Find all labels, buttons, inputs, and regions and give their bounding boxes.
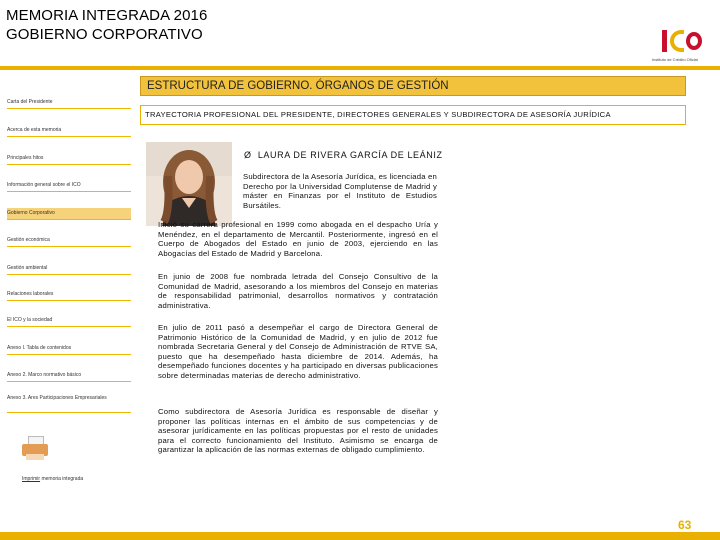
paragraph-4: Como subdirectora de Asesoría Jurídica es responsable de diseñar y proponer las políticas internas en el ámbito de sus competencias y de asesorar jurídicamente en las políticas propuestas por el resto de unidades para el correcto funcionamiento del Instituto. Asimismo se encarga de garantizar la aplicación de las normas externas de obligado cumplimiento.: [158, 407, 438, 454]
bullet-icon: Ø: [244, 150, 252, 160]
paragraph-2: En junio de 2008 fue nombrada letrada del Consejo Consultivo de la Comunidad de Madrid, asesorando a los miembros del Consejo en materias de responsabilidad patrimonial, desarrollos normativos y contratación administrativa.: [158, 272, 438, 310]
sidebar-item-anexo-1[interactable]: Anexo I. Tabla de contenidos: [7, 343, 131, 355]
paragraph-3: En julio de 2011 pasó a desempeñar el cargo de Directora General de Patrimonio Histórico de la Comunidad de Madrid, y en julio de 2012 fue nombrada Secretaria General y del Consejo de Administración de RTVE SA, puesto que ha desempeñado hasta diciembre de 2014. Además, ha desempeñado funciones docentes y ha participado en diversas publicaciones sobre determinadas materias de derecho administrativo.: [158, 323, 438, 380]
page-number: 63: [678, 518, 692, 532]
person-name-text: LAURA DE RIVERA GARCÍA DE LEÁNIZ: [257, 150, 443, 160]
section-title: ESTRUCTURA DE GOBIERNO. ÓRGANOS DE GESTIÓN: [140, 76, 686, 96]
paragraph-1: Subdirectora de la Asesoría Jurídica, es licenciada en Derecho por la Universidad Complutense de Madrid y máster en Finanzas por el Instituto de Estudios Bursátiles.: [243, 172, 437, 210]
title-line-2: GOBIERNO CORPORATIVO: [6, 26, 203, 43]
ico-logo: [650, 24, 710, 64]
sidebar-item-info-ico[interactable]: Información general sobre el ICO: [7, 180, 131, 192]
sidebar-item-carta[interactable]: Carta del Presidente: [7, 97, 131, 109]
person-name: [244, 150, 443, 160]
document-title: [6, 6, 207, 44]
sidebar-item-gestion-economica[interactable]: Gestión económica: [7, 235, 131, 247]
logo-subtitle: Instituto de Crédito Oficial: [652, 57, 698, 62]
header-divider: [0, 66, 720, 70]
sidebar-item-acerca[interactable]: Acerca de esta memoria: [7, 125, 131, 137]
footer-divider: [0, 532, 720, 540]
title-line-1: MEMORIA INTEGRADA 2016: [6, 7, 208, 24]
sidebar-item-anexo-2[interactable]: Anexo 2. Marco normativo básico: [7, 370, 131, 382]
paragraph-1b: Inició su carrera profesional en 1999 como abogada en el despacho Uría y Menéndez, en el departamento de Mercantil. Posteriormente, ingresó en el Cuerpo de Abogados del Estado en junio de 2003, ejerciendo en las Abogacías del Estado de Madrid y Barcelona.: [158, 220, 438, 258]
print-link[interactable]: [22, 476, 83, 482]
sidebar-item-gestion-ambiental[interactable]: Gestión ambiental: [7, 263, 131, 275]
sidebar-item-relaciones[interactable]: Relaciones laborales: [7, 289, 131, 301]
sidebar-item-anexo-3[interactable]: Anexo 3. Ares Participaciones Empresariales: [7, 393, 131, 413]
printer-icon[interactable]: [20, 434, 50, 462]
print-link-underlined[interactable]: Imprimir: [22, 476, 41, 482]
subsection-title: TRAYECTORIA PROFESIONAL DEL PRESIDENTE, DIRECTORES GENERALES Y SUBDIRECTORA DE ASESORÍA JURÍDICA: [140, 105, 686, 125]
sidebar-item-sociedad[interactable]: El ICO y la sociedad: [7, 315, 131, 327]
portrait-photo: [146, 142, 232, 226]
sidebar-item-gobierno[interactable]: Gobierno Corporativo: [7, 208, 131, 220]
sidebar-item-hitos[interactable]: Principales hitos: [7, 153, 131, 165]
print-link-rest: memoria integrada: [40, 476, 84, 482]
